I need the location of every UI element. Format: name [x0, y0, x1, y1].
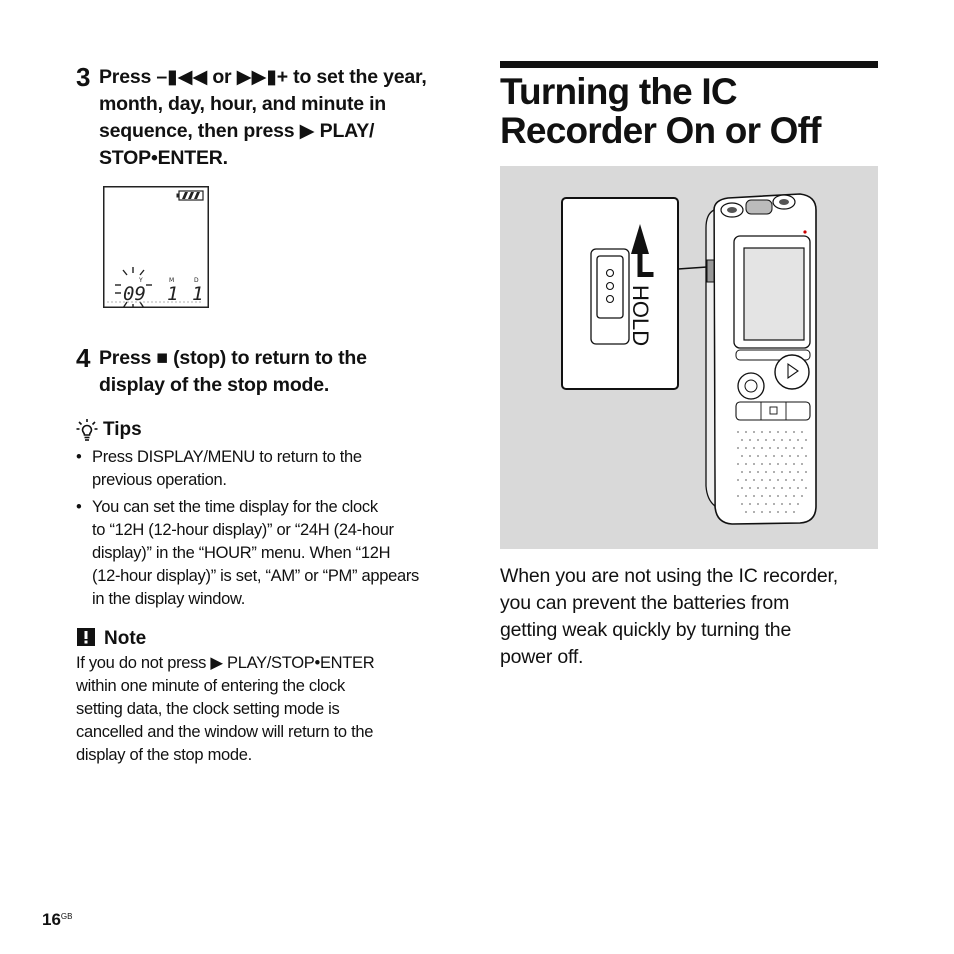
step-line: month, day, hour, and minute in	[99, 93, 387, 115]
tip-line: previous operation.	[92, 471, 227, 489]
lcd-day-label: D	[194, 277, 199, 284]
step-number: 3	[76, 62, 91, 92]
ic-recorder-illustration	[500, 166, 878, 549]
step-instruction	[99, 345, 459, 399]
intro-line: power off.	[500, 646, 584, 668]
tip-line: Press DISPLAY/MENU to return to the	[92, 448, 362, 466]
section-title-line: Recorder On or Off	[500, 110, 821, 151]
note-title: Note	[104, 628, 147, 649]
lcd-year-digits: 09	[123, 283, 146, 305]
note-line: within one minute of entering the clock	[76, 677, 345, 695]
intro-line: getting weak quickly by turning the	[500, 619, 792, 641]
hold-switch-callout	[562, 198, 678, 389]
step-line: Press ■ (stop) to return to the	[99, 347, 367, 369]
tip-line: in the display window.	[92, 590, 245, 608]
tip-item: • You can set the time display for the clock to “12H (12-hour display)” or “24H (24-hour display)” in the “HOUR” menu. When “12H (12-hour display)” is set, “AM” or “PM” appears in the display window.	[76, 496, 456, 611]
section-title	[500, 72, 880, 150]
note-line: setting data, the clock setting mode is	[76, 700, 340, 718]
tips-list	[76, 446, 456, 615]
tip-line: display)” in the “HOUR” menu. When “12H	[92, 544, 391, 562]
lcd-month-digit: 1	[167, 283, 179, 305]
page-number	[42, 910, 72, 930]
svg-text:Y: Y	[139, 277, 143, 284]
step-instruction	[99, 64, 459, 172]
hold-label: HOLD	[628, 285, 653, 347]
page-number-suffix: GB	[60, 912, 73, 921]
lcd-month-label: M	[169, 277, 175, 284]
step-line: display of the stop mode.	[99, 374, 330, 396]
intro-line: you can prevent the batteries from	[500, 592, 790, 614]
step-line: STOP•ENTER.	[99, 147, 228, 169]
section-intro	[500, 563, 900, 671]
section-rule	[500, 61, 878, 68]
lcd-day-digit: 1	[192, 283, 204, 305]
step-number: 4	[76, 343, 91, 373]
tip-line: You can set the time display for the clock	[92, 498, 378, 516]
tip-line: to “12H (12-hour display)” or “24H (24-hour	[92, 521, 394, 539]
tips-lightbulb-icon	[76, 418, 98, 442]
note-body	[76, 652, 466, 767]
tip-item: • Press DISPLAY/MENU to return to the previous operation.	[76, 446, 456, 492]
lcd-display-illustration	[103, 186, 209, 308]
note-line: If you do not press ▶ PLAY/STOP•ENTER	[76, 654, 375, 672]
note-line: display of the stop mode.	[76, 746, 252, 764]
page-number-value: 16	[42, 910, 61, 929]
step-line: Press –▮◀◀ or ▶▶▮+ to set the year,	[99, 66, 427, 88]
tip-line: (12-hour display)” is set, “AM” or “PM” appears	[92, 567, 419, 585]
note-line: cancelled and the window will return to the	[76, 723, 374, 741]
intro-line: When you are not using the IC recorder,	[500, 565, 838, 587]
step-line: sequence, then press ▶ PLAY/	[99, 120, 375, 142]
section-title-line: Turning the IC	[500, 71, 737, 112]
recorder-body	[706, 194, 816, 524]
note-icon	[77, 628, 95, 646]
tips-title: Tips	[103, 419, 142, 440]
